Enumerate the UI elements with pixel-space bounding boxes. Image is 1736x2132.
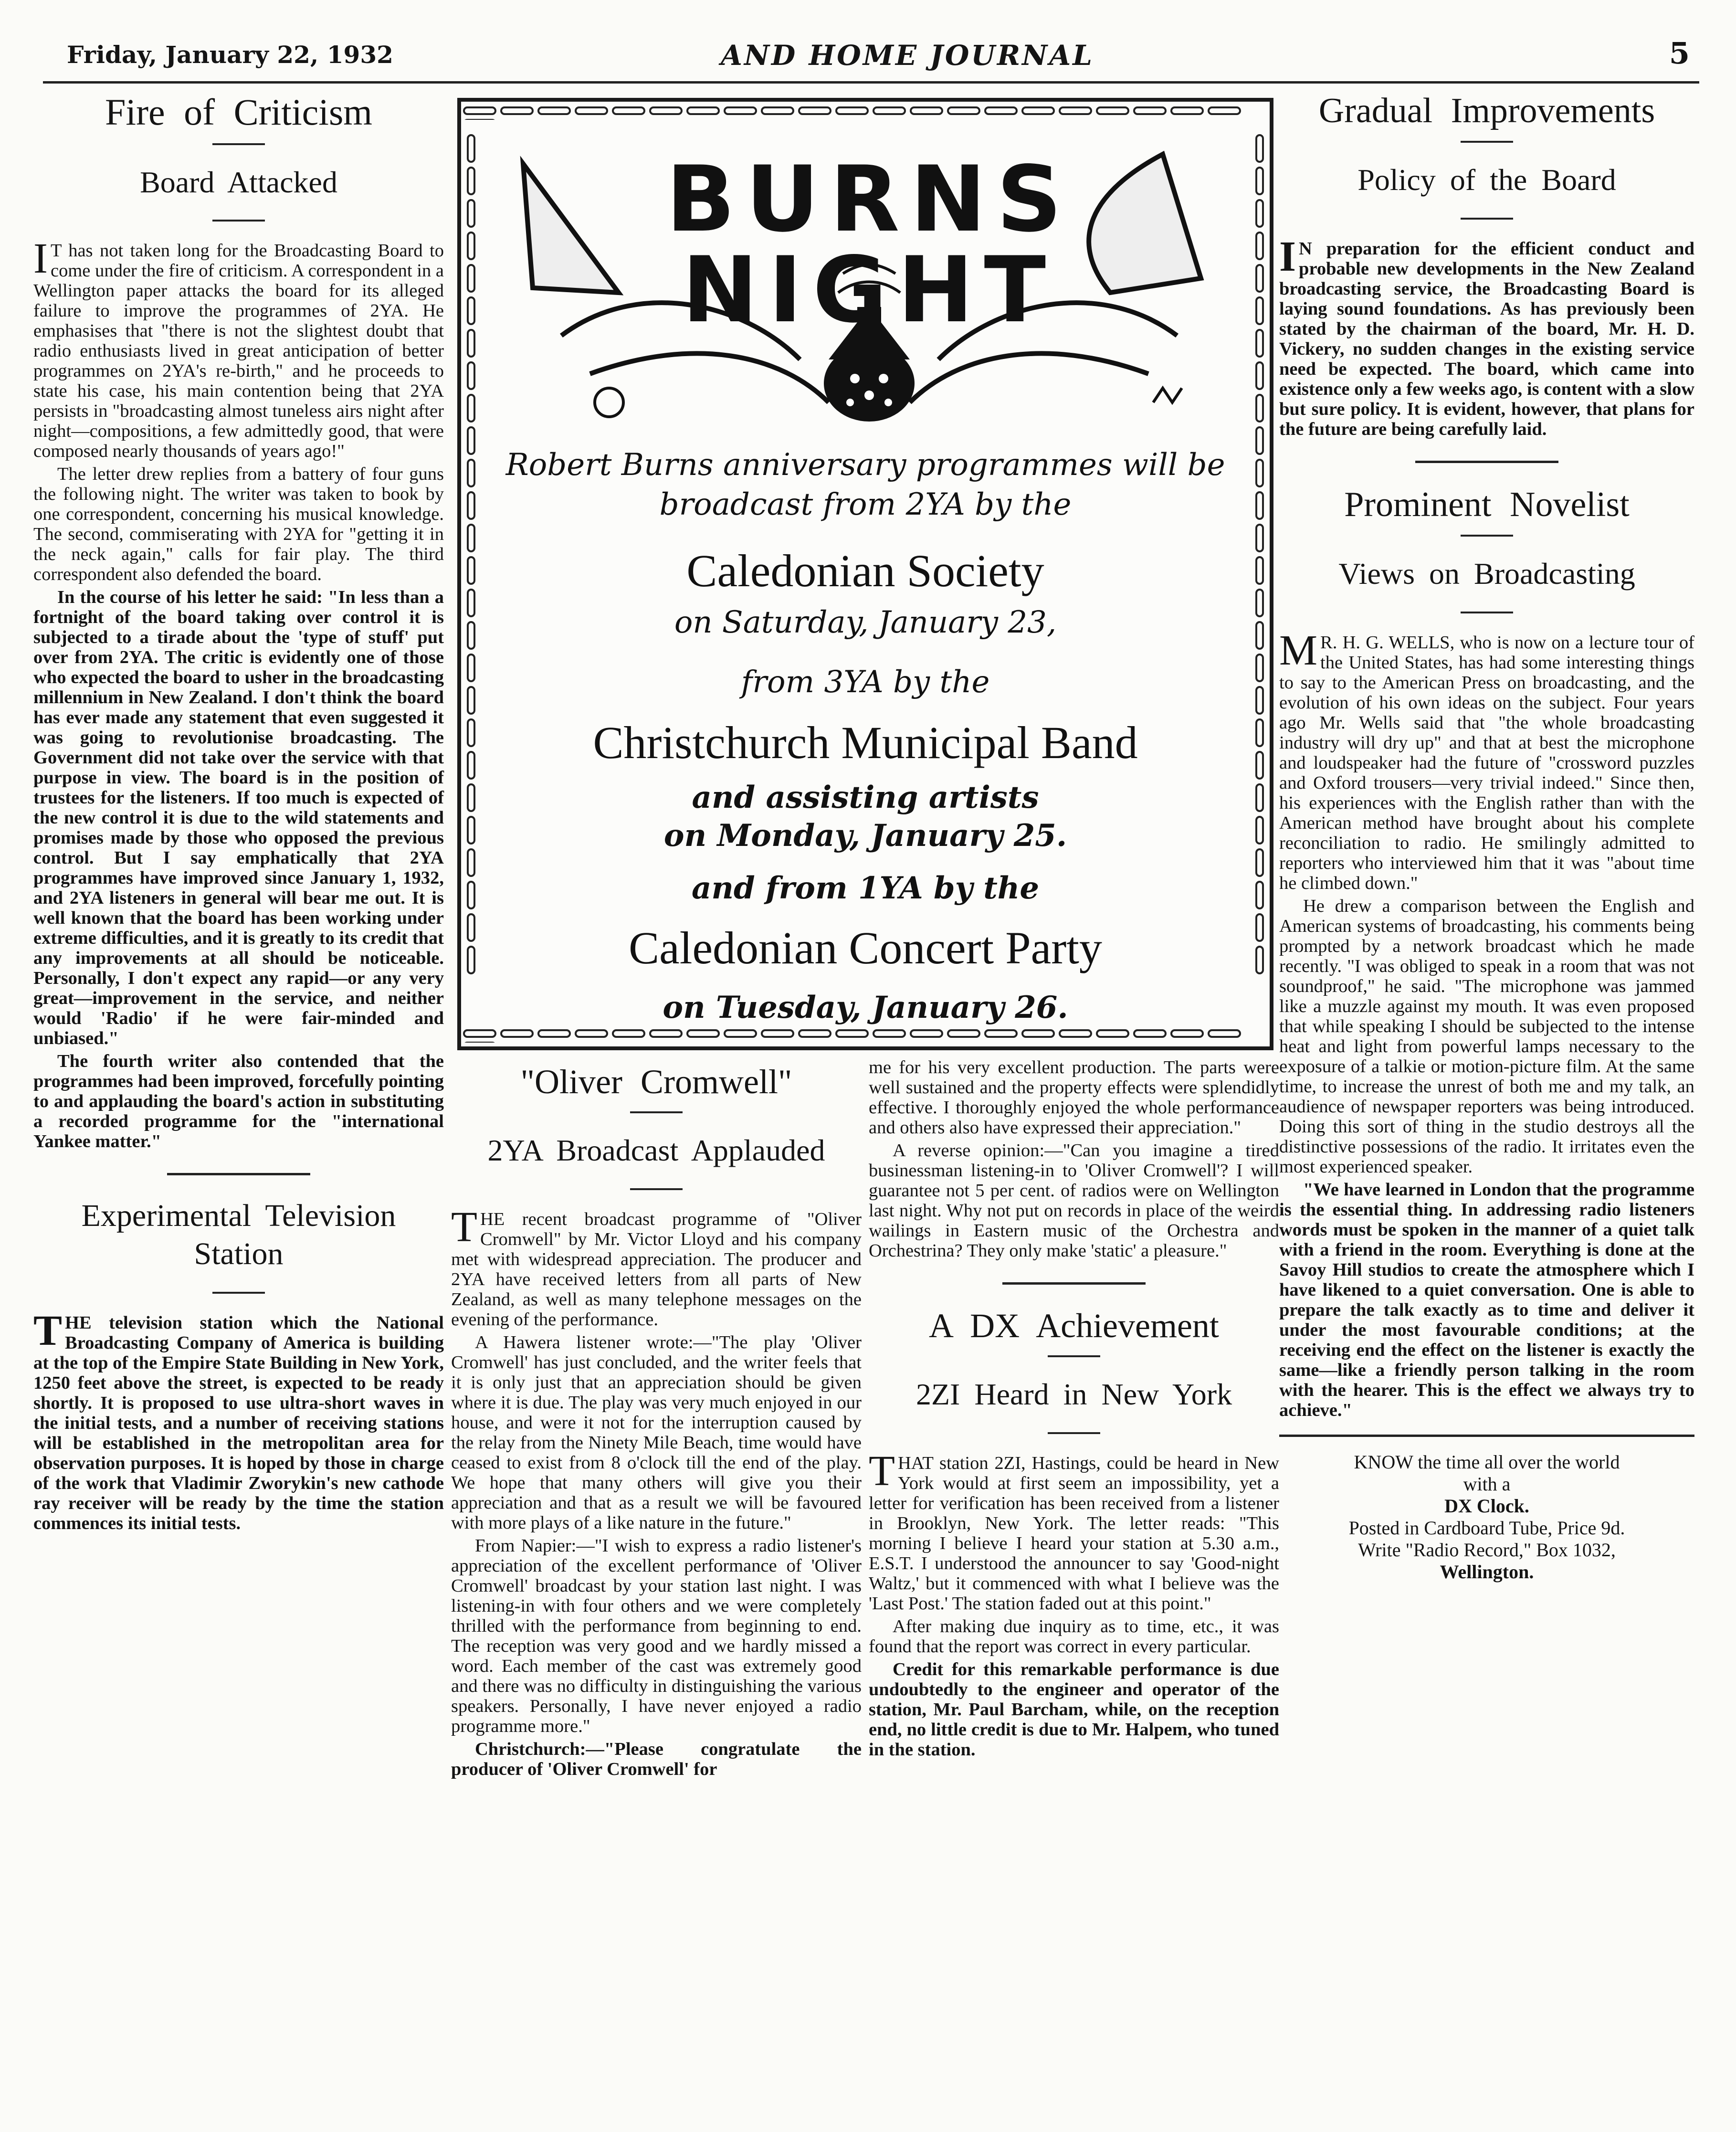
cromwell-column: [451, 1057, 862, 1782]
dx-headline: A DX Achievement: [929, 1307, 1219, 1345]
notice-line: KNOW the time all over the world: [1354, 1451, 1620, 1473]
article-paragraph: A Hawera listener wrote:—"The play 'Oliver Cromwell' has just concluded, and the writer feels that it is only just that an appreciation should be given where it is due. The play was very much enjoyed in our house, and were it not for the interruption caused by the relay from the Ninety Mile Beach, time would have ceased to exist from 8 o'clock till the end of the play. We hope that many others will give you their appreciation and that as a result we will be favoured with more plays of a like nature in the future.": [451, 1332, 862, 1533]
notice-line: Posted in Cardboard Tube, Price 9d.: [1348, 1517, 1625, 1539]
subhead-divider: [630, 1188, 683, 1190]
ad-title-burns: BURNS: [666, 147, 1073, 252]
dx-column: [869, 1057, 1279, 1763]
headline-divider: [1461, 141, 1513, 143]
publication-title: AND HOME JOURNAL: [721, 39, 1094, 72]
chain-border: [1252, 130, 1267, 1018]
headline-divider: [212, 143, 265, 145]
ad-date-tuesday: on Tuesday, January 26.: [663, 990, 1068, 1025]
subhead-divider: [1461, 612, 1513, 613]
notice-line: DX Clock.: [1444, 1495, 1529, 1517]
fire-headline: Fire of Criticism: [105, 91, 372, 133]
article-paragraph: Christchurch:—"Please congratulate the producer of 'Oliver Cromwell' for: [451, 1739, 862, 1779]
article-paragraph: Credit for this remarkable performance is due undoubtedly to the engineer and operator of the station, Mr. Paul Barcham, while, on the reception end, no little credit is due to Mr. Halpem, who tuned in the station.: [869, 1659, 1279, 1760]
page-number: 5: [1669, 36, 1690, 71]
novelist-headline: Prominent Novelist: [1344, 485, 1630, 524]
ad-assisting-artists: and assisting artists: [692, 780, 1039, 815]
ad-intro: Robert Burns anniversary programmes will be broadcast from 2YA by the: [505, 447, 1225, 523]
notice-line: with a: [1463, 1473, 1511, 1495]
left-column: [33, 86, 444, 1536]
article-paragraph: THAT station 2ZI, Hastings, could be heard in New York would at first seem an impossibility, yet a letter for verification has been received from a listener in Brooklyn, New York. The letter reads: "This morning I believe I heard your station at 5.30 a.m., E.S.T. I understood the announcer to say 'Good-night Waltz,' but it commenced with what I believe was the 'Last Post.' The station faded out at this point.": [869, 1447, 1279, 1614]
subhead-divider: [212, 220, 265, 222]
article-paragraph: MR. H. G. WELLS, who is now on a lecture tour of the United States, has had some interesting things to say to the American Press on broadcasting, and the evolution of his own ideas on the subject. Four years ago Mr. Wells said that "the whole broadcasting industry will dry up" and that at best the microphone and loudspeaker had the future of "crossword puzzles and Oxford trousers—very trivial indeed." Since then, his experiences with the English rather than with the American method have brought about his complete reconciliation to radio. He smilingly admitted to reporters who interviewed him that it was "about time he climbed down.": [1279, 626, 1694, 893]
article-paragraph: THE television station which the National Broadcasting Company of America is building at the top of the Empire State Building in New York, 1250 feet above the street, is expected to be ready shortly. It is proposed to use ultra-short waves in the initial tests, and a number of receiving stations will be established in the metropolitan area for observation purposes. It is hoped by those in charge of the work that Vladimir Zworykin's new cathode ray receiver will be ready by the time the station commences its initial tests.: [33, 1307, 444, 1533]
ad-title-night: NIGHT: [682, 237, 1057, 343]
headline-divider: [1461, 535, 1513, 537]
dx-clock-notice: [1279, 1451, 1694, 1583]
section-divider: [167, 1173, 310, 1175]
ad-date-saturday: on Saturday, January 23,: [674, 605, 1057, 640]
article-paragraph: THE recent broadcast programme of "Oliver Cromwell" by Mr. Victor Lloyd and his company met with widespread appreciation. The producer and 2YA have received letters from all parts of New Zealand, as well as many telephone messages on the evening of the performance.: [451, 1203, 862, 1330]
ad-from-1ya: and from 1YA by the: [691, 870, 1040, 906]
article-paragraph: After making due inquiry as to time, etc., it was found that the report was correct in every particular.: [869, 1616, 1279, 1657]
section-divider: [1415, 461, 1558, 463]
notice-line: Wellington.: [1440, 1561, 1534, 1583]
ad-org-concert-party: Caledonian Concert Party: [629, 922, 1102, 973]
article-paragraph: He drew a comparison between the English and American systems of broadcasting, his comments being prompted by a network broadcast which he made recently. "I was obliged to speak in a room that was not soundproof," he said. "The microphone was jammed like a muzzle against my mouth. It was even proposed that while speaking I should be subjected to the intense heat and light from powerful lamps necessary to the exposure of a talkie or motion-picture film. At the same time, to increase the unrest of both me and my talk, an audience of newspaper reporters was being introduced. Doing this sort of thing in the studio destroys all the distinctive possessions of the radio. It irritates even the most experienced speaker.: [1279, 896, 1694, 1177]
dx-subhead: 2ZI Heard in New York: [915, 1377, 1232, 1411]
article-paragraph: IN preparation for the efficient conduct and probable new developments in the New Zealand broadcasting service, the Broadcasting Board is laying sound foundations. As has previously been stated by the chairman of the board, Mr. H. D. Vickery, no sudden changes in the existing service need be expected. The board, which came into existence only a few weeks ago, is content with a slow but sure policy. It is evident, however, that plans for the future are being carefully laid.: [1279, 232, 1694, 439]
ad-org-municipal-band: Christchurch Municipal Band: [593, 717, 1138, 768]
ad-from-3ya: from 3YA by the: [741, 665, 990, 700]
headline-divider: [212, 1292, 265, 1294]
article-paragraph: From Napier:—"I wish to express a radio listener's appreciation of the excellent performance of 'Oliver Cromwell' broadcast by your station last night. I was listening-in with four others and we were completely thrilled with the performance from beginning to end. The reception was very good and we hardly missed a word. Each member of the cast was extremely good and there was no difficulty in distinguishing the various speakers. Personally, I have never enjoyed a radio programme more.": [451, 1535, 862, 1736]
right-column: [1279, 86, 1694, 1583]
notice-line: Write "Radio Record," Box 1032,: [1358, 1539, 1616, 1561]
masthead: [43, 29, 1699, 84]
gradual-subhead: Policy of the Board: [1357, 163, 1616, 197]
gradual-headline: Gradual Improvements: [1318, 91, 1655, 130]
television-headline: Experimental Television Station: [81, 1198, 396, 1271]
chain-border: [461, 1028, 1270, 1043]
notice-divider: [1279, 1435, 1694, 1437]
burns-night-advertisement: [457, 98, 1273, 1050]
issue-date: Friday, January 22, 1932: [67, 41, 393, 69]
subhead-divider: [1461, 218, 1513, 220]
subhead-divider: [1048, 1432, 1100, 1434]
article-paragraph: me for his very excellent production. The parts were well sustained and the property effects were splendidly effective. I thoroughly enjoyed the whole performance and others also have expressed their appreciation.": [869, 1057, 1279, 1138]
chain-border: [464, 130, 478, 1018]
chain-border: [461, 106, 1270, 120]
article-paragraph: In the course of his letter he said: "In less than a fortnight of the board taking over control it is subjected to a tirade about the 'type of stuff' put over from 2YA. The critic is evidently one of those who expected the board to usher in the broadcasting millennium in New Zealand. I don't think the board has ever made any statement that even suggested it was going to revolutionise broadcasting. The Government did not take over the service with that purpose in view. The board is in the position of trustees for the listeners. If too much is expected of the new control it is due to the wild statements and promises made by those who opposed the previous control. But I say emphatically that 2YA programmes have improved since January 1, 1932, and 2YA listeners in general will bear me out. It is well known that the board has been working under extreme difficulties, and it is greatly to its credit that any improvements at all should be noticeable. Personally, I don't expect any rapid—or any very great—improvement in the service, and neither would 'Radio' if he were fair-minded and unbiased.": [33, 587, 444, 1049]
headline-divider: [1048, 1355, 1100, 1357]
ad-org-caledonian-society: Caledonian Society: [686, 545, 1044, 596]
article-paragraph: IT has not taken long for the Broadcasting Board to come under the fire of criticism. A correspondent in a Wellington paper attacks the board for its alleged failure to improve the programmes of 2YA. He emphasises that "there is not the slightest doubt that radio enthusiasts lived in great anticipation of better programmes on 2YA's re-birth," and he proceeds to state his case, his main contention being that 2YA persists in "broadcasting almost tuneless airs night after night—compositions, a few admittedly good, that were composed nearly thousands of years ago!": [33, 235, 444, 462]
section-divider: [1002, 1282, 1146, 1285]
ad-date-monday: on Monday, January 25.: [663, 818, 1067, 854]
article-paragraph: "We have learned in London that the programme is the essential thing. In addressing radio listeners words must be spoken in the manner of a quiet talk with a friend in the room. Everything is done at the Savoy Hill studios to create the atmosphere which I have likened to a quiet conversation. One is able to prepare the talk exactly as to time and deliver it under the most favourable conditions; at the receiving end the effect on the listener is exactly the same—like a friendly person talking in the room with the hearer. This is the effect we always try to achieve.": [1279, 1179, 1694, 1420]
article-paragraph: A reverse opinion:—"Can you imagine a tired businessman listening-in to 'Oliver Cromwell'? I will guarantee not 5 per cent. of radios were on Wellington last night. Why not put on records in place of the weird wailings in Eastern music of the Orchestra and Orchestrina? They only make 'static' a pleasure.": [869, 1140, 1279, 1261]
thistle-illustration: [494, 135, 1244, 431]
article-paragraph: The fourth writer also contended that the programmes had been improved, forcefully pointing to and applauding the board's action in substituting a recorded programme for the "international Yankee matter.": [33, 1051, 444, 1152]
cromwell-subhead: 2YA Broadcast Applauded: [487, 1133, 825, 1167]
novelist-subhead: Views on Broadcasting: [1338, 556, 1635, 591]
article-paragraph: The letter drew replies from a battery of four guns the following night. The writer was taken to book by one correspondent, concerning his musical knowledge. The second, commiserating with 2YA for "getting it in the neck again," calls for fair play. The third correspondent also defended the board.: [33, 464, 444, 585]
headline-divider: [630, 1111, 683, 1113]
fire-subhead: Board Attacked: [140, 165, 337, 199]
cromwell-headline: "Oliver Cromwell": [520, 1063, 792, 1101]
